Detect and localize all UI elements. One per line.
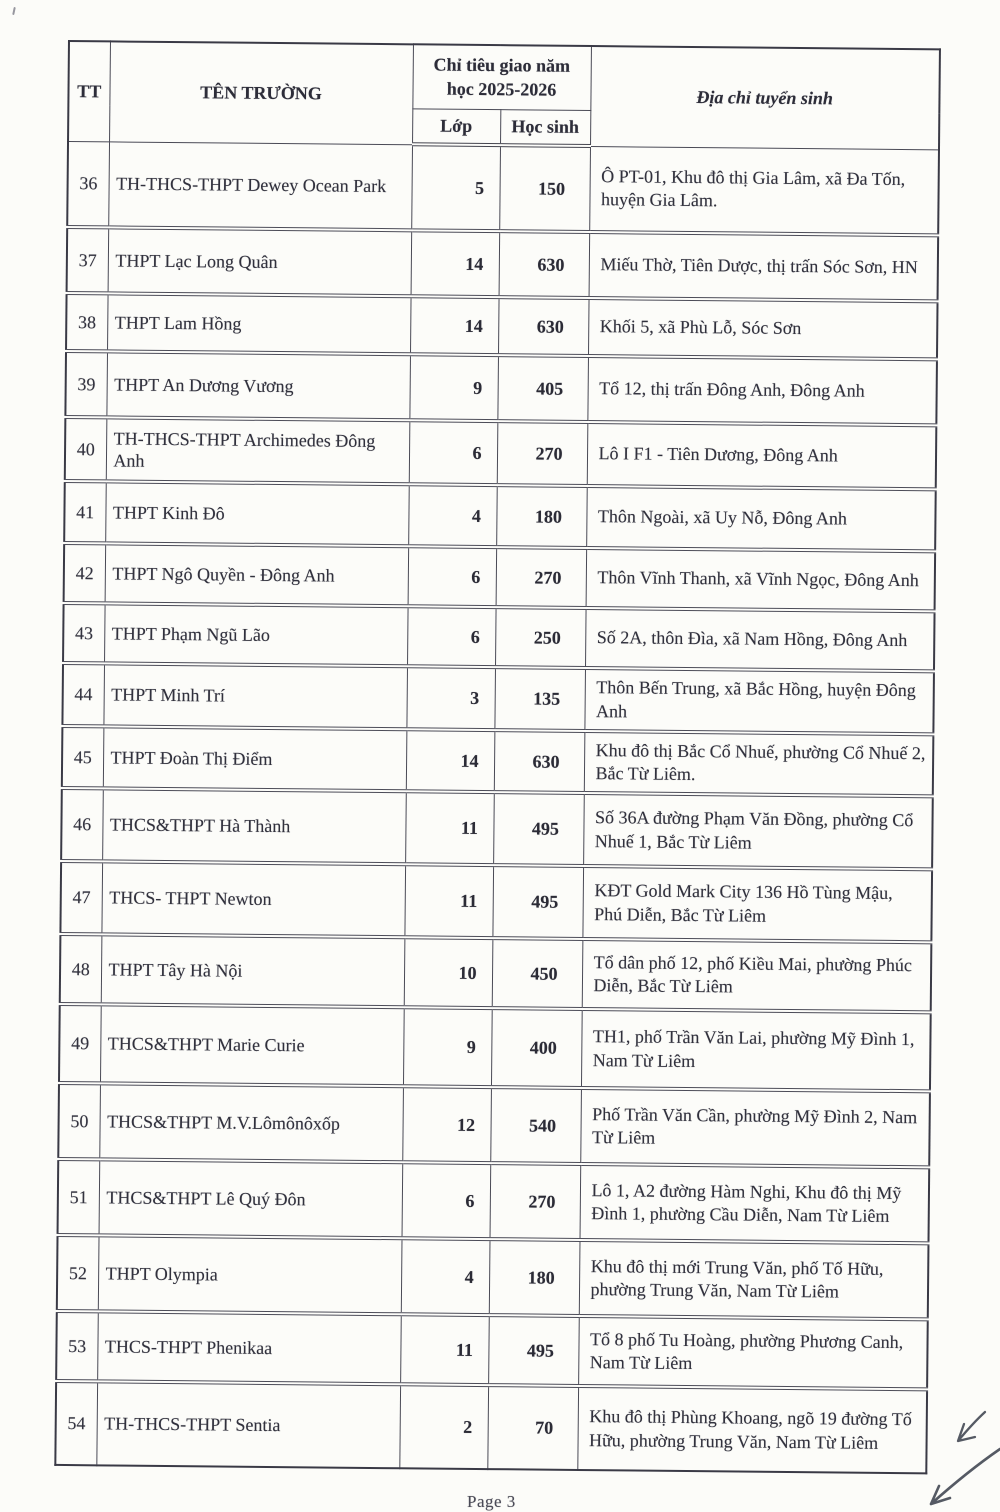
cell-lop: 11 (405, 791, 494, 865)
cell-school-name: THCS- THPT Newton (101, 861, 405, 937)
header-quota-line1: Chỉ tiêu giao năm (433, 54, 571, 76)
cell-hoc-sinh: 270 (496, 547, 587, 608)
cell-hoc-sinh: 135 (494, 667, 585, 731)
cell-hoc-sinh: 270 (497, 421, 588, 486)
table-row (65, 351, 937, 425)
pen-marks (880, 1395, 1000, 1507)
header-address: Địa chỉ tuyển sinh (590, 46, 940, 149)
cell-tt: 45 (62, 726, 104, 788)
cell-address: Phố Trần Văn Cần, phường Mỹ Đình 2, Nam Từ Liêm (580, 1088, 930, 1167)
cell-lop: 4 (408, 484, 497, 547)
cell-address: Miếu Thờ, Tiên Dược, thị trấn Sóc Sơn, HN (589, 232, 939, 301)
page-number: Page 3 (467, 1492, 516, 1511)
cell-address: Số 2A, thôn Đìa, xã Nam Hồng, Đông Anh (585, 608, 935, 671)
cell-tt: 48 (60, 934, 102, 1004)
cell-tt: 46 (61, 788, 103, 861)
table-row (58, 1159, 930, 1243)
cell-hoc-sinh: 180 (489, 1239, 580, 1316)
cell-school-name: THCS&THPT Marie Curie (100, 1004, 404, 1086)
table-body (55, 141, 939, 1473)
cell-lop: 6 (407, 606, 496, 667)
cell-lop: 3 (406, 666, 495, 730)
cell-hoc-sinh: 70 (487, 1385, 578, 1470)
cell-lop: 5 (411, 144, 500, 231)
cell-hoc-sinh: 405 (497, 355, 588, 422)
cell-tt: 49 (59, 1004, 101, 1083)
cell-hoc-sinh: 180 (496, 485, 587, 548)
cell-hoc-sinh: 630 (499, 231, 590, 298)
cell-hoc-sinh: 450 (492, 938, 583, 1009)
cell-hoc-sinh: 495 (492, 865, 583, 939)
cell-lop: 11 (404, 864, 493, 938)
cell-lop: 14 (411, 230, 500, 297)
scan-speck (12, 7, 16, 15)
cell-tt: 36 (67, 141, 109, 227)
cell-lop: 6 (402, 1162, 491, 1239)
cell-tt: 43 (63, 603, 105, 663)
table-row (62, 726, 934, 796)
cell-school-name: THPT Kinh Đô (105, 481, 409, 546)
table-row (67, 141, 939, 235)
cell-tt: 37 (67, 227, 109, 293)
header-lop: Lớp (412, 108, 500, 145)
cell-address: Tổ 8 phố Tu Hoàng, phường Phương Canh, Nam Từ Liêm (578, 1316, 928, 1389)
cell-hoc-sinh: 630 (494, 730, 585, 793)
cell-lop: 2 (399, 1384, 488, 1469)
cell-tt: 41 (64, 481, 106, 543)
cell-school-name: THCS-THPT Phenikaa (97, 1311, 401, 1384)
table-row (62, 663, 934, 734)
table-row (65, 417, 937, 489)
cell-lop: 10 (404, 937, 493, 1008)
cell-address: Khối 5, xã Phù Lỗ, Sóc Sơn (588, 298, 938, 359)
cell-tt: 51 (58, 1159, 100, 1235)
table-row (58, 1083, 930, 1167)
cell-school-name: TH-THCS-THPT Archimedes Đông Anh (106, 417, 410, 484)
table-row (60, 861, 932, 942)
header-tt: TT (68, 41, 110, 141)
table-row (64, 481, 936, 551)
cell-tt: 53 (56, 1311, 98, 1381)
cell-lop: 4 (401, 1238, 490, 1315)
cell-address: Ô PT-01, Khu đô thị Gia Lâm, xã Đa Tốn, huyện Gia Lâm. (589, 146, 939, 235)
cell-school-name: THCS&THPT Hà Thành (102, 788, 406, 864)
cell-lop: 14 (406, 729, 495, 792)
cell-tt: 54 (55, 1381, 97, 1465)
cell-tt: 39 (65, 351, 107, 417)
cell-address: Khu đô thị mới Trung Văn, phố Tố Hữu, phường Trung Văn, Nam Từ Liêm (579, 1240, 929, 1319)
cell-address: Thôn Bến Trung, xã Bắc Hồng, huyện Đông Anh (584, 668, 934, 734)
cell-school-name: THPT Lam Hồng (107, 293, 411, 354)
cell-tt: 42 (64, 543, 106, 603)
cell-school-name: THPT Minh Trí (103, 663, 407, 729)
cell-school-name: THPT Phạm Ngũ Lão (104, 603, 408, 666)
cell-address: Khu đô thị Phùng Khoang, ngõ 19 đường Tố Hữu, phường Trung Văn, Nam Từ Liêm (577, 1386, 927, 1473)
cell-lop: 9 (403, 1007, 492, 1087)
cell-address: Tổ 12, thị trấn Đông Anh, Đông Anh (587, 356, 937, 425)
cell-lop: 12 (402, 1086, 491, 1163)
cell-lop: 9 (409, 354, 498, 421)
cell-school-name: THCS&THPT M.V.Lômônôxốp (99, 1083, 403, 1162)
cell-school-name: THPT Olympia (98, 1235, 402, 1314)
cell-address: Thôn Vĩnh Thanh, xã Vĩnh Ngọc, Đông Anh (586, 548, 936, 611)
header-school-name: TÊN TRƯỜNG (109, 41, 413, 144)
cell-school-name: THPT Ngô Quyền - Đông Anh (105, 543, 409, 606)
cell-lop: 6 (409, 420, 498, 485)
pen-arrow-small-icon (958, 1412, 985, 1441)
cell-hoc-sinh: 630 (498, 297, 589, 356)
cell-lop: 11 (400, 1314, 489, 1385)
table-header (68, 41, 940, 149)
cell-school-name: THPT An Dương Vương (106, 351, 410, 420)
cell-tt: 52 (57, 1235, 99, 1311)
table-row (56, 1311, 928, 1389)
cell-address: TH1, phố Trần Văn Lai, phường Mỹ Đình 1, Nam Từ Liêm (581, 1009, 931, 1091)
cell-lop: 14 (410, 296, 499, 355)
header-quota-line2: học 2025-2026 (446, 78, 557, 100)
cell-hoc-sinh: 270 (490, 1163, 581, 1240)
cell-hoc-sinh: 540 (490, 1087, 581, 1164)
table-row (59, 1004, 931, 1091)
cell-school-name: TH-THCS-THPT Dewey Ocean Park (108, 141, 412, 230)
cell-school-name: TH-THCS-THPT Sentia (96, 1381, 400, 1468)
cell-lop: 6 (408, 546, 497, 607)
cell-address: Khu đô thị Bắc Cổ Nhuế, phường Cổ Nhuế 2, Bắc Từ Liêm. (584, 731, 934, 796)
table-row (63, 603, 935, 671)
cell-address: KĐT Gold Mark City 136 Hồ Tùng Mậu, Phú Diễn, Bắc Từ Liêm (582, 866, 932, 942)
enrollment-quota-table (54, 40, 941, 1474)
cell-address: Số 36A đường Phạm Văn Đồng, phường Cổ Nhuế 1, Bắc Từ Liêm (583, 793, 933, 869)
cell-hoc-sinh: 400 (491, 1008, 582, 1088)
table-row (66, 293, 938, 359)
cell-hoc-sinh: 495 (493, 792, 584, 866)
table-row (60, 934, 932, 1012)
table-row (61, 788, 933, 869)
cell-address: Tổ dân phố 12, phố Kiều Mai, phường Phúc Diễn, Bắc Từ Liêm (582, 939, 932, 1012)
cell-hoc-sinh: 150 (499, 145, 590, 232)
cell-tt: 47 (60, 861, 102, 934)
table-row (67, 227, 939, 301)
cell-hoc-sinh: 495 (488, 1315, 579, 1386)
cell-tt: 50 (58, 1083, 100, 1159)
cell-address: Lô I F1 - Tiên Dương, Đông Anh (587, 422, 937, 489)
cell-school-name: THPT Đoàn Thị Điểm (103, 726, 407, 791)
cell-address: Thôn Ngoài, xã Uy Nỗ, Đông Anh (586, 486, 936, 551)
cell-tt: 38 (66, 293, 108, 351)
table-row (55, 1381, 927, 1473)
cell-school-name: THPT Lạc Long Quân (108, 227, 412, 296)
cell-school-name: THPT Tây Hà Nội (101, 934, 405, 1007)
table-row (57, 1235, 929, 1319)
pen-arrow-large-icon (931, 1449, 1000, 1504)
header-hoc-sinh: Học sinh (500, 109, 590, 146)
table (54, 40, 941, 1474)
cell-tt: 44 (62, 663, 104, 726)
cell-hoc-sinh: 250 (495, 607, 586, 668)
header-quota-group (412, 44, 591, 110)
header-row-main (68, 41, 940, 113)
cell-school-name: THCS&THPT Lê Quý Đôn (99, 1159, 403, 1238)
cell-tt: 40 (65, 417, 107, 481)
cell-address: Lô 1, A2 đường Hàm Nghi, Khu đô thị Mỹ Đình 1, phường Cầu Diễn, Nam Từ Liêm (580, 1164, 930, 1243)
table-row (64, 543, 936, 611)
